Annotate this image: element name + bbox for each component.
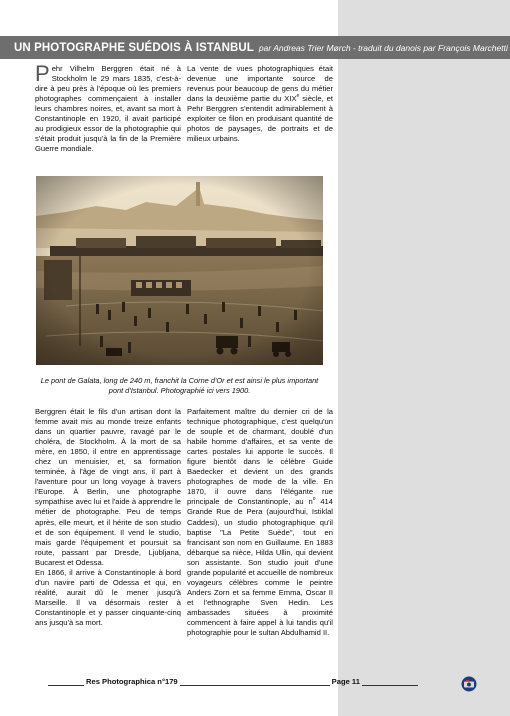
body-left-paragraph-2: En 1866, il arrive à Constantinople à bord d'un navire parti de Odessa et qui, en réalité, aurait dû le mener jusqu'à Marseille. Il va désormais rester à Constantinople et y passer cinquante-cinq ans jusqu'à sa mort. [35, 567, 181, 627]
intro-right-text-1: La vente de vues photographiques était devenue une importante source de revenus pour beaucoup de gens du métier dans la deuxième partie du XIX [187, 64, 333, 104]
body-left-paragraph-1: Berggren était le fils d'un artisan dont la femme avait mis au monde treize enfants dans un quartier pauvre, ravagé par le choléra, de Stockholm. À la mort de sa mère, en 1850, il entre en apprentissage chez un menuisier, et, sa formation terminée, à l'âge de vingt ans, il part à l'aventure pour un long voyage à travers l'Europe. À Berlin, une photographe sympathise avec lui et l'aide à apprendre le métier de photographe. Peu de temps après, elle meurt, et il hérite de son studio et de son équipement. Il vend le studio, mais garde l'équipement et poursuit sa route, passant par Dresde, Ljubljana, Bucarest et Odessa. [35, 407, 181, 567]
footer-rule [180, 677, 330, 686]
intro-left-column [35, 61, 181, 154]
century-superscript: e [296, 93, 300, 100]
body-right-text-1: Parfaitement maître du dernier cri de la technique photographique, c'est quelqu'un de souple et de charmant, doublé d'un habile homme d'affaires, et sa vente de cartes postales lui apporte le succès. Il figure bientôt dans le célèbre Guide Baedecker et devient un des grands photographes de mode de la ville. En 1870, il ouvre dans l'élégante rue principale de Constantinople, au n [187, 407, 333, 507]
footer-magazine: Res Photographica n°179 [86, 677, 178, 686]
camera-badge-icon [461, 676, 477, 692]
intro-left-text: ehr Vilhelm Berggren était né à Stockholm le 29 mars 1835, c'est-à-dire à peu près à l'époque où les premiers photographes commençaient à installer leurs chambres noires, et, avant sa mort à Constantinople en 1920, il avait participé au prodigieux essor de la photographie qui s'était produit jusqu'à la fin de la Première Guerre mondiale. [35, 64, 181, 154]
footer-rule [48, 677, 84, 686]
body-left-column [35, 407, 181, 628]
article-header [0, 36, 510, 59]
article-byline: par Andreas Trier Mørch - traduit du danois par François Marchetti [258, 42, 508, 53]
number-superscript: o [312, 496, 316, 503]
drop-cap: P [35, 61, 50, 86]
intro-right-column [187, 64, 333, 144]
intro-paragraph [35, 61, 181, 154]
page-side-band [338, 0, 510, 716]
galata-bridge-photo [36, 176, 323, 365]
page-footer [48, 672, 428, 686]
intro-right-paragraph [187, 64, 333, 144]
photo-caption: Le pont de Galata, long de 240 m, franchit la Corne d'Or et est ainsi le plus important pont d'Istanbul. Photographié ici vers 1900. [40, 376, 319, 395]
footer-rule [362, 677, 418, 686]
body-right-paragraph [187, 407, 333, 638]
intro-right-text-2: siècle, et Pehr Berggren s'entendit admirablement à exploiter ce filon en produisant quantité de photos de paysages, de portraits et de milieux urbains. [187, 94, 333, 144]
body-right-text-2: 414 Grande Rue de Pera (aujourd'hui, Istiklal Caddesi), un studio photographique qu'il baptise "La Petite Suède", tout en francisant son nom en Guillaume. En 1883 débarque sa nièce, Hilda Ullin, qui devient son assistante. Son studio jouit d'une grande popularité et accueille de nombreux voyageurs célèbres comme le peintre Anders Zorn et sa femme Emma, Oscar II et l'ethnographe Sven Hedin. Les ambassades situées à proximité commencent à faire appel à lui tandis qu'il photographie pour le sultan Abdulhamid II. [187, 497, 333, 638]
body-right-column [187, 407, 333, 638]
article-title: UN PHOTOGRAPHE SUÉDOIS À ISTANBUL [14, 41, 254, 54]
footer-page-number: Page 11 [331, 677, 360, 686]
photo-illustration [36, 176, 323, 365]
